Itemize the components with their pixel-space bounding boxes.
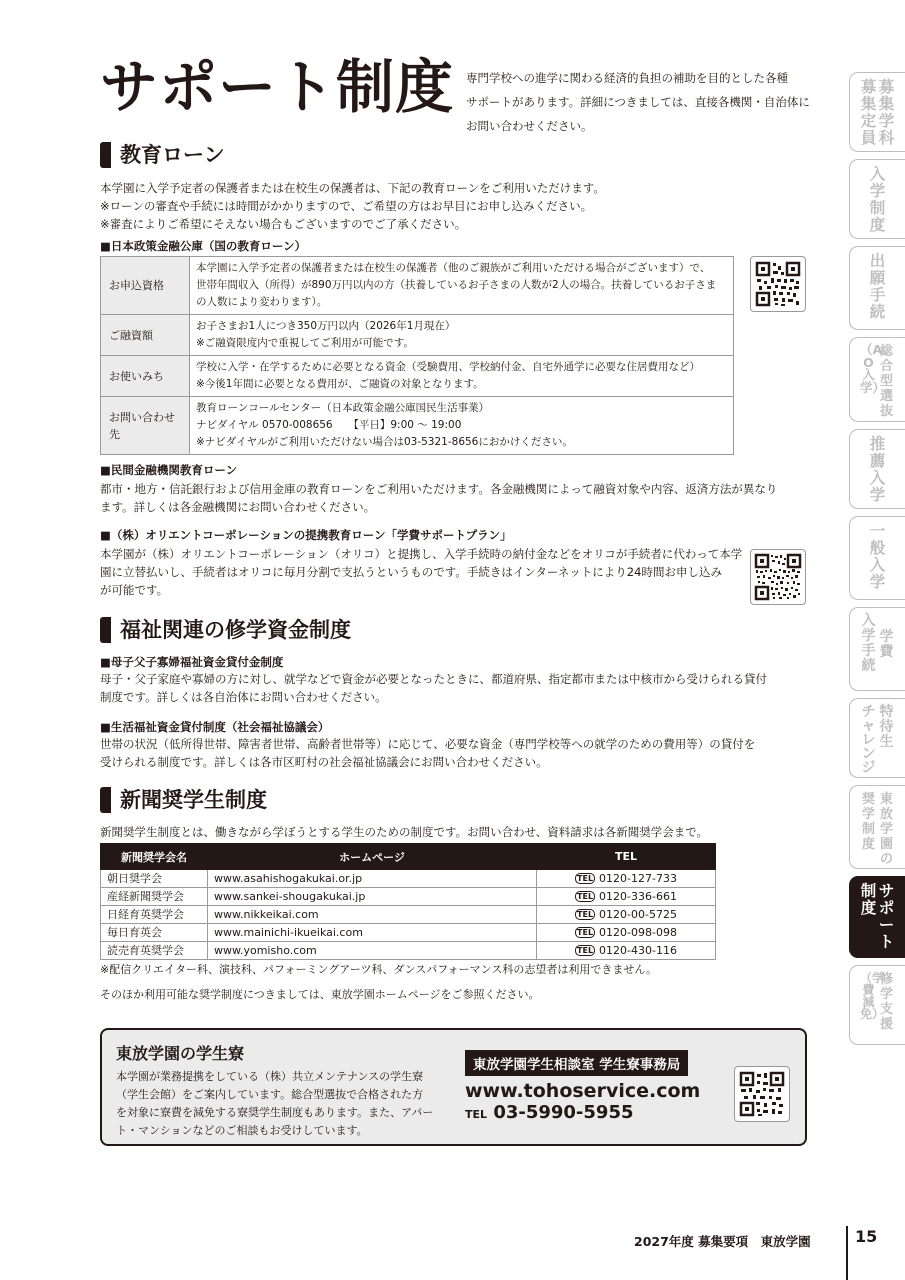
row-label: お使いみち	[101, 356, 190, 397]
section-heading-education-loan: 教育ローン	[100, 142, 225, 168]
table-row	[101, 888, 716, 906]
cell-name: 朝日奨学会	[101, 870, 208, 888]
side-tab-comprehensive[interactable]: （AO入学） 総合型選抜	[849, 337, 905, 422]
cell-url[interactable]: www.sankei-shougakukai.jp	[208, 888, 537, 906]
cell-tel: TEL 0120-127-733	[537, 870, 716, 888]
heading-marker	[100, 617, 111, 643]
side-tab-support[interactable]: 制度 サポート	[849, 876, 905, 958]
side-tab-toho-scholarship[interactable]: 奨学制度 東放学園の	[849, 785, 905, 869]
column-header: TEL	[537, 844, 716, 870]
cell-name: 日経育英奨学会	[101, 906, 208, 924]
table-row	[101, 906, 716, 924]
row-content: 本学園に入学予定者の保護者または在校生の保護者（他のご親族がご利用いただける場合がございます）で、 世帯年間収入（所得）が890万円以内の方（扶養しているお子さまの人数が2人の場合。扶養しているお子さま の人数により変わります）。	[190, 257, 734, 315]
side-tab-recruitment[interactable]: 募集定員 募集学科	[849, 72, 905, 152]
row-content: お子さまお1人につき350万円以内（2026年1月現在） ※ご融資限度内で重視してご利用が可能です。	[190, 315, 734, 356]
private-loan-text: 都市・地方・信託銀行および信用金庫の教育ローンをご利用いただけます。各金融機関によって融資対象や内容、返済方法が異なり ます。詳しくは各金融機関にお問い合わせください。	[100, 482, 778, 514]
cell-url[interactable]: www.nikkeikai.com	[208, 906, 537, 924]
section-heading-welfare: 福祉関連の修学資金制度	[100, 617, 351, 643]
side-tab-general[interactable]: 一般入学	[849, 516, 905, 600]
side-tab-scholarship-challenge[interactable]: チャレンジ 特待生	[849, 698, 905, 778]
other-scholarship-note: そのほか利用可能な奨学制度につきましては、東放学園ホームページをご参照ください。	[100, 988, 540, 1001]
table-row	[101, 924, 716, 942]
cell-name: 産経新聞奨学会	[101, 888, 208, 906]
cell-tel: TEL 0120-098-098	[537, 924, 716, 942]
jfc-title: ■日本政策金融公庫（国の教育ローン）	[100, 239, 307, 253]
cell-url[interactable]: www.yomisho.com	[208, 942, 537, 960]
table-row	[101, 397, 734, 455]
dorm-title: 東放学園の学生寮	[116, 1044, 245, 1063]
table-row	[101, 356, 734, 397]
qr-code-icon	[735, 1067, 789, 1121]
free-dial-icon: TEL	[577, 928, 594, 937]
cell-tel: TEL 0120-00-5725	[537, 906, 716, 924]
page-number: 15	[855, 1227, 878, 1246]
dorm-url[interactable]: www.tohoservice.com	[465, 1080, 701, 1102]
free-dial-icon: TEL	[577, 946, 594, 955]
welfare-item-title: ■生活福祉資金貸付制度（社会福祉協議会）	[100, 720, 330, 734]
page-divider	[846, 1226, 848, 1280]
side-tab-application[interactable]: 出願手続	[849, 246, 905, 330]
newspaper-note: ※配信クリエイター科、演技科、パフォーミングアーツ科、ダンスパフォーマンス科の志望者は利用できません。	[100, 963, 658, 976]
welfare-item-title: ■母子父子寡婦福祉資金貸付金制度	[100, 655, 284, 669]
side-tab-admission-system[interactable]: 入学制度	[849, 159, 905, 239]
side-tab-tuition[interactable]: 入学手続 学費	[849, 607, 905, 691]
cell-name: 読売育英奨学会	[101, 942, 208, 960]
side-tab-recommendation[interactable]: 推薦入学	[849, 429, 905, 509]
welfare-item-text: 世帯の状況（低所得世帯、障害者世帯、高齢者世帯等）に応じて、必要な資金（専門学校等への就学のための費用等）の貸付を 受けられる制度です。詳しくは各市区町村の社会福祉協議会にお問い合わせください。	[100, 737, 756, 769]
row-content: 教育ローンコールセンター（日本政策金融公庫国民生活事業） ナビダイヤル 0570-008656 【平日】9:00 ～ 19:00 ※ナビダイヤルがご利用いただけない場合は03-5321-8656におかけください。	[190, 397, 734, 455]
cell-tel: TEL 0120-336-661	[537, 888, 716, 906]
cell-name: 毎日育英会	[101, 924, 208, 942]
dorm-info-box	[100, 1028, 807, 1146]
free-dial-icon: TEL	[577, 874, 594, 883]
newspaper-intro: 新聞奨学生制度とは、働きながら学ぼうとする学生のための制度です。お問い合わせ、資料請求は各新聞奨学会まで。	[100, 825, 708, 839]
cell-url[interactable]: www.mainichi-ikueikai.com	[208, 924, 537, 942]
free-dial-icon: TEL	[577, 910, 594, 919]
column-header: 新聞奨学会名	[101, 844, 208, 870]
dorm-qr-code[interactable]	[734, 1066, 790, 1122]
row-label: お申込資格	[101, 257, 190, 315]
free-dial-icon: TEL	[577, 892, 594, 901]
orico-qr-code[interactable]	[750, 549, 806, 605]
heading-marker	[100, 142, 111, 168]
row-label: ご融資額	[101, 315, 190, 356]
page-title: サポート制度	[100, 53, 455, 121]
qr-code-icon	[751, 550, 805, 604]
table-row	[101, 315, 734, 356]
orient-loan-text: 本学園が（株）オリエントコーポレーション（オリコ）と提携し、入学手続時の納付金などをオリコが手続者に代わって本学 園に立替払いし、手続者はオリコに毎月分割で支払うというものです。手続きはインターネットにより24時間お申し込み が可能です。	[100, 547, 743, 597]
dorm-text: 本学園が業務提携をしている（株）共立メンテナンスの学生寮 （学生会館）をご案内しています。総合型選抜で合格された方 を対象に寮費を減免する寮奨学生制度もあります。また、アパー ト・マンションなどのご相談もお受けしています。	[116, 1070, 434, 1137]
qr-code-icon	[751, 257, 805, 311]
cell-tel: TEL 0120-430-116	[537, 942, 716, 960]
section-heading-newspaper: 新聞奨学生制度	[100, 787, 267, 813]
table-row	[101, 257, 734, 315]
dorm-office-label: 東放学園学生相談室 学生寮事務局	[465, 1050, 688, 1076]
row-content: 学校に入学・在学するために必要となる資金（受験費用、学校納付金、自宅外通学に必要な住居費用など） ※今後1年間に必要となる費用が、ご融資の対象となります。	[190, 356, 734, 397]
table-header-row	[101, 844, 716, 870]
table-row	[101, 942, 716, 960]
cell-url[interactable]: www.asahishogakukai.or.jp	[208, 870, 537, 888]
jfc-qr-code[interactable]	[750, 256, 806, 312]
orient-loan-title: ■（株）オリエントコーポレーションの提携教育ローン「学費サポートプラン」	[100, 528, 512, 542]
newspaper-scholarship-table	[100, 843, 716, 960]
private-loan-title: ■民間金融機関教育ローン	[100, 463, 238, 477]
education-loan-intro: 本学園に入学予定者の保護者または在校生の保護者は、下記の教育ローンをご利用いただけます。 ※ローンの審査や手続には時間がかかりますので、ご希望の方はお早目にお申し込みください。 ※審査によりご希望にそえない場合もございますのでご了承ください。	[100, 181, 605, 231]
intro-text: 専門学校への進学に関わる経済的負担の補助を目的とした各種 サポートがあります。詳細につきましては、直接各機関・自治体に お問い合わせください。	[466, 71, 810, 133]
welfare-item-text: 母子・父子家庭や寡婦の方に対し、就学などで資金が必要となったときに、都道府県、指定都市または中核市から受けられる貸付 制度です。詳しくは各自治体にお問い合わせください。	[100, 672, 767, 704]
dorm-tel: TEL 03-5990-5955	[465, 1102, 634, 1123]
side-tab-study-support[interactable]: （学費減免） 修学支援	[849, 965, 905, 1045]
jfc-loan-table	[100, 256, 734, 455]
table-row	[101, 870, 716, 888]
footer-text: 2027年度 募集要項 東放学園	[634, 1234, 811, 1249]
row-label: お問い合わせ先	[101, 397, 190, 455]
heading-marker	[100, 787, 111, 813]
column-header: ホームページ	[208, 844, 537, 870]
